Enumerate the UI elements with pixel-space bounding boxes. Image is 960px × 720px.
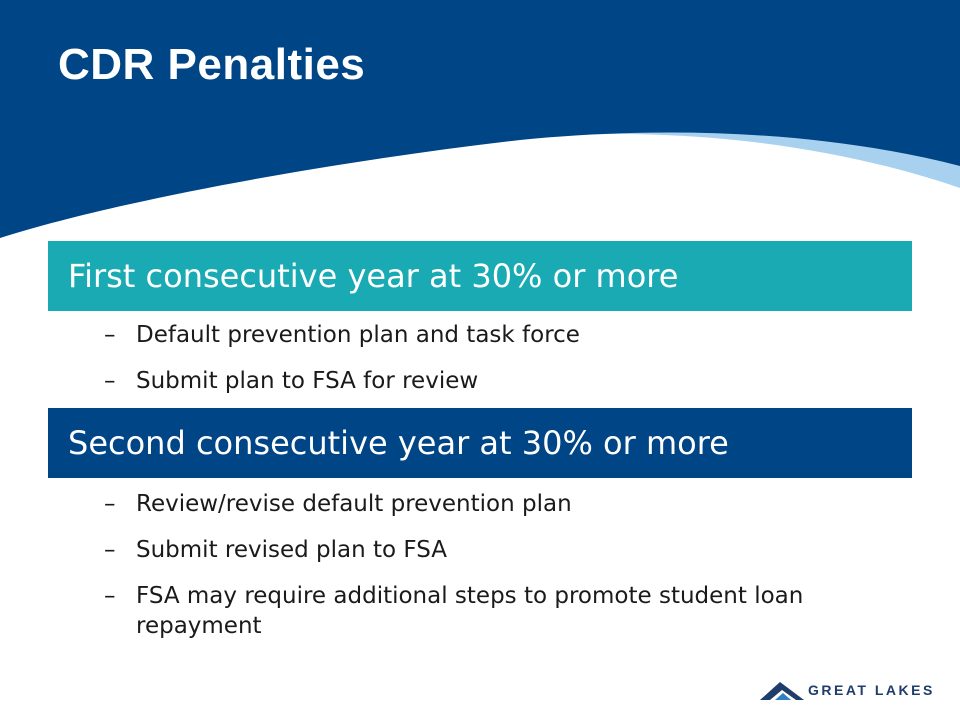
great-lakes-logo bbox=[760, 678, 940, 702]
navy-header-wave bbox=[0, 0, 960, 238]
list-item bbox=[104, 366, 580, 396]
bullet-text: Submit plan to FSA for review bbox=[136, 368, 479, 394]
bullet-dash: – bbox=[104, 368, 116, 394]
slide-title: CDR Penalties bbox=[58, 40, 366, 89]
bullet-text: Review/revise default prevention plan bbox=[136, 491, 572, 517]
section-heading-second-year: Second consecutive year at 30% or more bbox=[48, 408, 912, 478]
header-wave-background bbox=[0, 0, 960, 250]
bullet-text: Default prevention plan and task force bbox=[136, 322, 580, 348]
section-heading-first-year: First consecutive year at 30% or more bbox=[48, 241, 912, 311]
bullet-dash: – bbox=[104, 537, 116, 563]
logo-text: GREAT LAKES bbox=[808, 682, 935, 698]
bullet-list-first-year bbox=[104, 320, 580, 412]
bullet-text: Submit revised plan to FSA bbox=[136, 537, 448, 563]
list-item bbox=[104, 535, 864, 565]
list-item bbox=[104, 320, 580, 350]
bullet-dash: – bbox=[104, 583, 116, 609]
list-item bbox=[104, 489, 864, 519]
bullet-dash: – bbox=[104, 322, 116, 348]
mountain-logo-icon bbox=[760, 679, 804, 701]
bullet-list-second-year bbox=[104, 489, 864, 657]
bullet-dash: – bbox=[104, 491, 116, 517]
list-item bbox=[104, 581, 864, 641]
bullet-text: FSA may require additional steps to promote student loan repayment bbox=[136, 583, 804, 639]
